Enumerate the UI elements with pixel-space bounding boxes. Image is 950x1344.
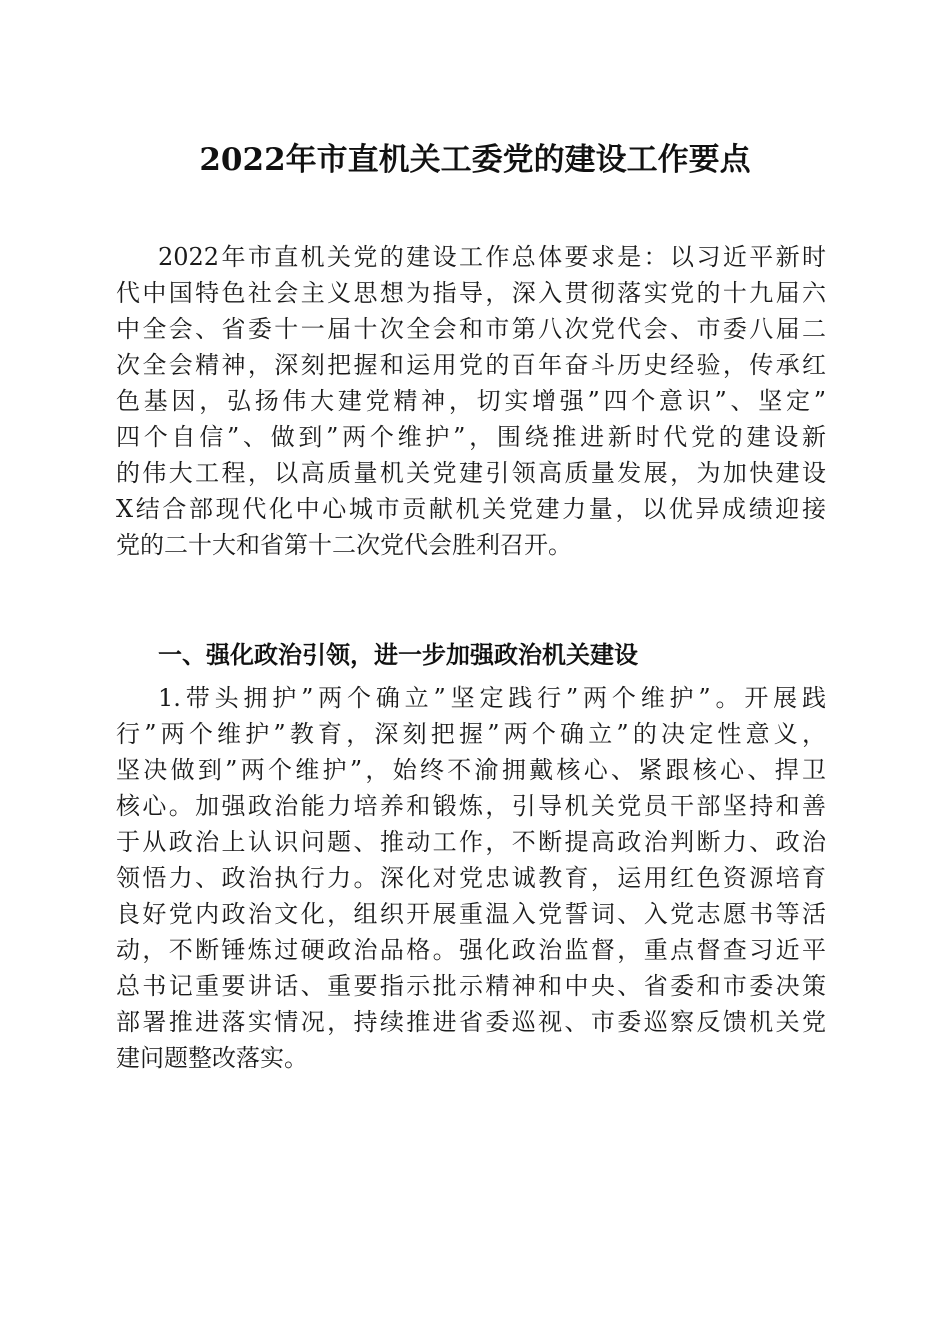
intro-line: 党的二十大和省第十二次党代会胜利召开。 — [116, 531, 572, 559]
item-line: 坚决做到”两个维护”，始终不渝拥戴核心、紧跟核心、捍卫 — [116, 756, 826, 784]
item-line: 于从政治上认识问题、推动工作，不断提高政治判断力、政治 — [116, 828, 826, 856]
item-line: 1.带头拥护”两个确立”坚定践行”两个维护”。开展践 — [158, 684, 826, 712]
item-line: 行”两个维护”教育，深刻把握”两个确立”的决定性意义， — [116, 720, 826, 748]
intro-line: 的伟大工程，以高质量机关党建引领高质量发展，为加快建设 — [116, 459, 826, 487]
item-line: 核心。加强政治能力培养和锻炼，引导机关党员干部坚持和善 — [116, 792, 826, 820]
intro-line: 次全会精神，深刻把握和运用党的百年奋斗历史经验，传承红 — [116, 351, 826, 379]
intro-line: 2022年市直机关党的建设工作总体要求是：以习近平新时 — [158, 243, 826, 271]
item-line: 领悟力、政治执行力。深化对党忠诚教育，运用红色资源培育 — [116, 864, 826, 892]
item-line: 建问题整改落实。 — [116, 1044, 308, 1072]
intro-line: 中全会、省委十一届十次全会和市第八次党代会、市委八届二 — [116, 315, 826, 343]
item-line: 动，不断锤炼过硬政治品格。强化政治监督，重点督查习近平 — [116, 936, 826, 964]
document-title: 2022年市直机关工委党的建设工作要点 — [199, 142, 751, 178]
intro-line: X结合部现代化中心城市贡献机关党建力量，以优异成绩迎接 — [116, 495, 826, 523]
section-heading: 一、强化政治引领，进一步加强政治机关建设 — [158, 641, 638, 669]
item-line: 总书记重要讲话、重要指示批示精神和中央、省委和市委决策 — [116, 972, 826, 1000]
intro-line: 代中国特色社会主义思想为指导，深入贯彻落实党的十九届六 — [116, 279, 826, 307]
item-line: 良好党内政治文化，组织开展重温入党誓词、入党志愿书等活 — [116, 900, 826, 928]
item-line: 部署推进落实情况，持续推进省委巡视、市委巡察反馈机关党 — [116, 1008, 826, 1036]
intro-line: 四个自信”、做到”两个维护”，围绕推进新时代党的建设新 — [116, 423, 826, 451]
intro-line: 色基因，弘扬伟大建党精神，切实增强”四个意识”、坚定” — [116, 387, 826, 415]
